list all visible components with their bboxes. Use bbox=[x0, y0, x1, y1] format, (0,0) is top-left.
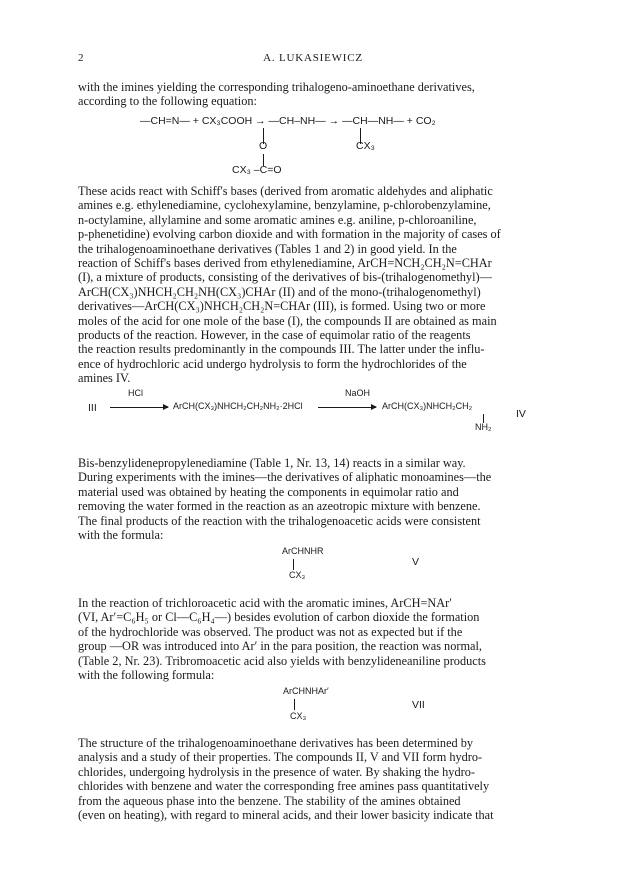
text-line: according to the following equation: bbox=[78, 94, 257, 109]
text-line: material used was obtained by heating the components in equimolar ratio and bbox=[78, 484, 459, 499]
text-line: the reaction results predominantly in the compounds III. The latter under the influ- bbox=[78, 342, 485, 357]
text-line: p-phenetidine) evolving carbon dioxide and with formation in the majority of cases of bbox=[78, 227, 501, 242]
text-line: ArCH(CX₃)NHCH₂CH₂NH(CX₃)CHAr (II) and of the mono-(trihalogenomethyl) bbox=[78, 284, 481, 299]
page-header bbox=[78, 52, 548, 68]
text-line: from the aqueous phase into the benzene. The stability of the amines obtained bbox=[78, 793, 461, 808]
text-line: products of the reaction. However, in the case of equimolar ratio of the reagents bbox=[78, 328, 471, 343]
equation-2-nh2: NH₂ bbox=[475, 422, 492, 432]
equation-2-reagent-hcl: HCl bbox=[128, 388, 143, 398]
text-line: moles of the acid for one mole of the base (I), the compounds II are obtained as main bbox=[78, 313, 497, 328]
text-line: the trihalogenoaminoethane derivatives (Tables 1 and 2) in good yield. In the bbox=[78, 241, 457, 256]
text-line: ence of hydrochloric acid undergo hydrolysis to form the hydrochlorides of the bbox=[78, 356, 467, 371]
text-line: In the reaction of trichloroacetic acid with the aromatic imines, ArCH=NAr′ bbox=[78, 596, 452, 610]
text-line: (VI, Ar′=C₆H₅ or Cl—C₆H₄—) besides evolution of carbon dioxide the formation bbox=[78, 610, 480, 625]
text-line: These acids react with Schiff's bases (derived from aromatic aldehydes and aliphatic bbox=[78, 184, 493, 198]
running-head-author: A. LUKASIEWICZ bbox=[263, 52, 363, 64]
paragraph-2 bbox=[78, 456, 548, 542]
equation-2-start: III bbox=[88, 402, 97, 414]
equation-2-product-2: ArCH(CX₃)NHCH₂CH₂ bbox=[382, 401, 473, 411]
formula-vii-top: ArCHNHAr′ bbox=[283, 686, 329, 696]
formula-vii-label: VII bbox=[412, 699, 425, 711]
equation-2-reagent-naoh: NaOH bbox=[345, 388, 371, 398]
text-line: amines e.g. ethylenediamine, cyclohexylamine, benzylamine, p-chlorobenzylamine, bbox=[78, 198, 491, 213]
text-line: chlorides, undergoing hydrolysis in the presence of water. By shaking the hydro- bbox=[78, 764, 475, 779]
formula-v-bottom: CX₃ bbox=[289, 570, 306, 580]
text-line: with the formula: bbox=[78, 528, 164, 543]
text-line: The structure of the trihalogenoaminoethane derivatives has been determined by bbox=[78, 736, 474, 750]
equation-1-bottom: CX₃ –C=O bbox=[232, 164, 282, 176]
text-line: (even on heating), with regard to mineral acids, and their lower basicity indicate that bbox=[78, 808, 494, 823]
text-line: Bis-benzylidenepropylenediamine (Table 1, Nr. 13, 14) reacts in a similar way. bbox=[78, 456, 466, 470]
text-line: chlorides with benzene and water the corresponding free amines pass quantitatively bbox=[78, 779, 490, 794]
text-line: analysis and a study of their properties. The compounds II, V and VII form hydro- bbox=[78, 750, 483, 765]
equation-2-product-1: ArCH(CX₃)NHCH₂CH₂NH₂·2HCl bbox=[173, 401, 303, 411]
text-line: reaction of Schiff's bases derived from ethylenediamine, ArCH=NCH₂CH₂N=CHAr bbox=[78, 256, 492, 271]
text-line: The final products of the reaction with the trihalogenoacetic acids were consistent bbox=[78, 513, 481, 528]
text-line: n-octylamine, allylamine and some aromatic amines e.g. aniline, p-chloroaniline, bbox=[78, 212, 477, 227]
formula-vii-bottom: CX₃ bbox=[290, 711, 307, 721]
paragraph-4 bbox=[78, 736, 548, 822]
text-line: During experiments with the imines—the derivatives of aliphatic monoamines—the bbox=[78, 470, 492, 485]
text-line: removing the water formed in the reaction as an azeotropic mixture with benzene. bbox=[78, 499, 481, 514]
text-line: with the imines yielding the corresponding trihalogeno-aminoethane derivatives, bbox=[78, 80, 475, 94]
formula-v-label: V bbox=[412, 556, 420, 568]
page-number: 2 bbox=[78, 52, 84, 64]
text-line: with the following formula: bbox=[78, 668, 215, 683]
text-line: group —OR was introduced into Ar′ in the para position, the reaction was normal, bbox=[78, 639, 482, 654]
bond-line bbox=[293, 559, 294, 570]
text-line: (Table 2, Nr. 23). Tribromoacetic acid also yields with benzylideneaniline products bbox=[78, 653, 486, 668]
paragraph-1 bbox=[78, 184, 548, 386]
bond-line bbox=[294, 699, 295, 710]
text-line: (I), a mixture of products, consisting of the derivatives of bis-(trihalogenomethyl)— bbox=[78, 270, 492, 285]
text-line: of the hydrochloride was observed. The product was not as expected but if the bbox=[78, 624, 463, 639]
equation-1-o: O bbox=[259, 140, 268, 152]
equation-1-main: —CH=N— + CX₃COOH → —CH–NH— → —CH—NH— + CO₂ bbox=[140, 115, 436, 127]
paragraph-3 bbox=[78, 596, 548, 682]
equation-1-cx3: CX₃ bbox=[356, 140, 375, 152]
formula-v-top: ArCHNHR bbox=[282, 546, 324, 556]
text-line: derivatives—ArCH(CX₃)NHCH₂CH₂N=CHAr (III), is formed. Using two or more bbox=[78, 299, 486, 314]
intro-paragraph bbox=[78, 80, 548, 109]
reaction-arrow bbox=[318, 407, 376, 408]
reaction-arrow bbox=[110, 407, 168, 408]
text-line: amines IV. bbox=[78, 371, 131, 386]
equation-2-label: IV bbox=[516, 408, 526, 420]
